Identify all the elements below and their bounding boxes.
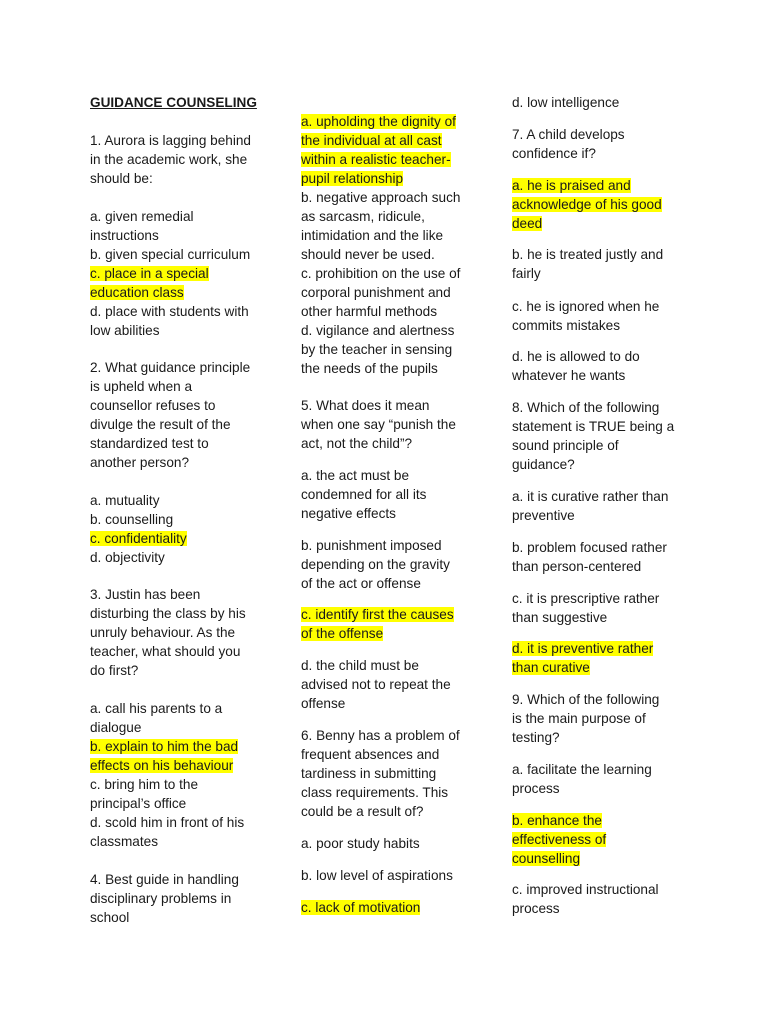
text-line: d. low intelligence <box>512 95 620 110</box>
text-line: 8. Which of the following <box>512 400 660 415</box>
document-title: GUIDANCE COUNSELING <box>90 95 257 110</box>
text-line: than curative <box>512 660 590 675</box>
text-line: d. objectivity <box>90 550 165 565</box>
text-block-q2 <box>90 358 250 472</box>
text-line: classmates <box>90 834 158 849</box>
text-line: b. given special curriculum <box>90 247 251 262</box>
text-line: dialogue <box>90 720 142 735</box>
text-line: the needs of the pupils <box>301 361 438 376</box>
text-block-q4d <box>301 321 454 378</box>
text-line: education class <box>90 285 184 300</box>
text-line: a. the act must be <box>301 468 410 483</box>
text-block-q3 <box>90 585 246 680</box>
text-line: disturbing the class by his <box>90 606 246 621</box>
text-line: d. the child must be <box>301 658 419 673</box>
text-line: d. he is allowed to do <box>512 349 640 364</box>
text-line: as sarcasm, ridicule, <box>301 209 425 224</box>
text-line: b. counselling <box>90 512 174 527</box>
text-line: c. it is prescriptive rather <box>512 591 660 606</box>
highlighted-answer-q1c <box>90 264 209 302</box>
text-line: offense <box>301 696 346 711</box>
text-block-q5a <box>301 466 426 523</box>
text-line: another person? <box>90 455 190 470</box>
text-block-q1b <box>90 245 250 264</box>
text-line: a. call his parents to a <box>90 701 223 716</box>
text-block-q6b <box>301 866 453 885</box>
text-line: 7. A child develops <box>512 127 625 142</box>
text-line: a. poor study habits <box>301 836 420 851</box>
highlighted-answer-q6c <box>301 898 420 917</box>
text-line: process <box>512 781 560 796</box>
text-block-q1d <box>90 302 249 340</box>
text-block-q6 <box>301 726 460 821</box>
text-line: frequent absences and <box>301 747 440 762</box>
highlighted-answer-q8d <box>512 639 653 677</box>
text-block-q2a <box>90 491 160 510</box>
text-line: disciplinary problems in <box>90 891 232 906</box>
highlighted-answer-q5c <box>301 605 454 643</box>
text-line: acknowledge of his good <box>512 197 662 212</box>
text-line: than person-centered <box>512 559 642 574</box>
text-line: a. it is curative rather than <box>512 489 669 504</box>
text-line: low abilities <box>90 323 160 338</box>
text-line: instructions <box>90 228 159 243</box>
text-line: a. mutuality <box>90 493 160 508</box>
text-block-q7b <box>512 245 663 283</box>
highlighted-answer-q2c <box>90 529 187 548</box>
text-line: corporal punishment and <box>301 285 451 300</box>
text-line: deed <box>512 216 543 231</box>
text-line: do first? <box>90 663 139 678</box>
text-line: 1. Aurora is lagging behind <box>90 133 251 148</box>
text-block-q4c <box>301 264 460 321</box>
text-line: of the offense <box>301 626 384 641</box>
text-line: statement is TRUE being a <box>512 419 675 434</box>
highlighted-answer-q7a <box>512 176 662 233</box>
text-line: 4. Best guide in handling <box>90 872 239 887</box>
text-line: confidence if? <box>512 146 596 161</box>
text-line: class requirements. This <box>301 785 449 800</box>
text-line: is upheld when a <box>90 379 193 394</box>
text-line: unruly behaviour. As the <box>90 625 236 640</box>
highlighted-answer-q3b <box>90 737 238 775</box>
text-line: 9. Which of the following <box>512 692 660 707</box>
text-line: tardiness in submitting <box>301 766 437 781</box>
text-line: by the teacher in sensing <box>301 342 453 357</box>
text-block-q2d <box>90 548 165 567</box>
text-line: whatever he wants <box>512 368 626 383</box>
text-block-q6d <box>512 93 619 112</box>
text-line: b. low level of aspirations <box>301 868 453 883</box>
text-block-q5b <box>301 536 450 593</box>
text-line: b. he is treated justly and <box>512 247 664 262</box>
text-line: c. prohibition on the use of <box>301 266 461 281</box>
text-line: a. upholding the dignity of <box>301 114 456 129</box>
text-line: c. confidentiality <box>90 531 187 546</box>
text-line: b. problem focused rather <box>512 540 667 555</box>
text-block-q9a <box>512 760 652 798</box>
text-line: principal’s office <box>90 796 187 811</box>
text-line: effects on his behaviour <box>90 758 234 773</box>
text-line: c. he is ignored when he <box>512 299 660 314</box>
text-line: of the act or offense <box>301 576 421 591</box>
text-block-q8c <box>512 589 659 627</box>
text-line: commits mistakes <box>512 318 621 333</box>
text-line: in the academic work, she <box>90 152 248 167</box>
text-line: 6. Benny has a problem of <box>301 728 460 743</box>
text-line: c. identify first the causes <box>301 607 454 622</box>
text-line: should never be used. <box>301 247 435 262</box>
text-line: condemned for all its <box>301 487 427 502</box>
text-block-q4 <box>90 870 239 927</box>
text-line: a. given remedial <box>90 209 194 224</box>
text-line: b. negative approach such <box>301 190 461 205</box>
text-block-q8 <box>512 398 674 474</box>
text-line: depending on the gravity <box>301 557 450 572</box>
text-block-q4b <box>301 188 460 264</box>
text-line: 5. What does it mean <box>301 398 430 413</box>
text-line: pupil relationship <box>301 171 404 186</box>
text-block-q9 <box>512 690 659 747</box>
text-block-q9c <box>512 880 659 918</box>
text-line: sound principle of <box>512 438 619 453</box>
text-line: act, not the child”? <box>301 436 413 451</box>
text-line: c. lack of motivation <box>301 900 421 915</box>
text-line: other harmful methods <box>301 304 438 319</box>
text-line: d. place with students with <box>90 304 249 319</box>
text-line: intimidation and the like <box>301 228 444 243</box>
highlighted-answer-q4a <box>301 112 456 188</box>
text-block-q7c <box>512 297 659 335</box>
text-line: c. improved instructional <box>512 882 659 897</box>
text-line: effectiveness of <box>512 832 607 847</box>
text-line: a. he is praised and <box>512 178 631 193</box>
text-line: negative effects <box>301 506 396 521</box>
text-line: the individual at all cast <box>301 133 442 148</box>
highlighted-answer-q9b <box>512 811 606 868</box>
text-line: is the main purpose of <box>512 711 646 726</box>
text-block-q3a <box>90 699 222 737</box>
text-line: counsellor refuses to <box>90 398 216 413</box>
text-block-q3c <box>90 775 198 813</box>
text-line: b. enhance the <box>512 813 602 828</box>
text-line: c. place in a special <box>90 266 209 281</box>
text-block-q1a <box>90 207 194 245</box>
text-line: fairly <box>512 266 541 281</box>
text-block-q7 <box>512 125 625 163</box>
text-block-q5 <box>301 396 456 453</box>
text-block-q5d <box>301 656 451 713</box>
text-line: school <box>90 910 130 925</box>
text-line: standardized test to <box>90 436 209 451</box>
text-line: d. vigilance and alertness <box>301 323 455 338</box>
text-block-q8a <box>512 487 668 525</box>
text-block-q7d <box>512 347 640 385</box>
text-line: divulge the result of the <box>90 417 231 432</box>
text-line: b. explain to him the bad <box>90 739 239 754</box>
text-line: 2. What guidance principle <box>90 360 251 375</box>
text-block-q2b <box>90 510 173 529</box>
text-block-q3d <box>90 813 244 851</box>
text-block-q8b <box>512 538 667 576</box>
text-line: advised not to repeat the <box>301 677 451 692</box>
text-line: process <box>512 901 560 916</box>
text-line: testing? <box>512 730 560 745</box>
text-line: preventive <box>512 508 575 523</box>
text-line: d. it is preventive rather <box>512 641 654 656</box>
text-line: counselling <box>512 851 581 866</box>
text-line: should be: <box>90 171 153 186</box>
text-line: guidance? <box>512 457 575 472</box>
text-line: than suggestive <box>512 610 608 625</box>
text-line: c. bring him to the <box>90 777 199 792</box>
text-line: when one say “punish the <box>301 417 456 432</box>
text-block-q6a <box>301 834 420 853</box>
text-line: d. scold him in front of his <box>90 815 245 830</box>
text-line: b. punishment imposed <box>301 538 442 553</box>
text-line: teacher, what should you <box>90 644 241 659</box>
text-line: could be a result of? <box>301 804 424 819</box>
text-line: within a realistic teacher- <box>301 152 451 167</box>
text-line: 3. Justin has been <box>90 587 201 602</box>
text-block-q1 <box>90 131 251 188</box>
text-line: a. facilitate the learning <box>512 762 652 777</box>
